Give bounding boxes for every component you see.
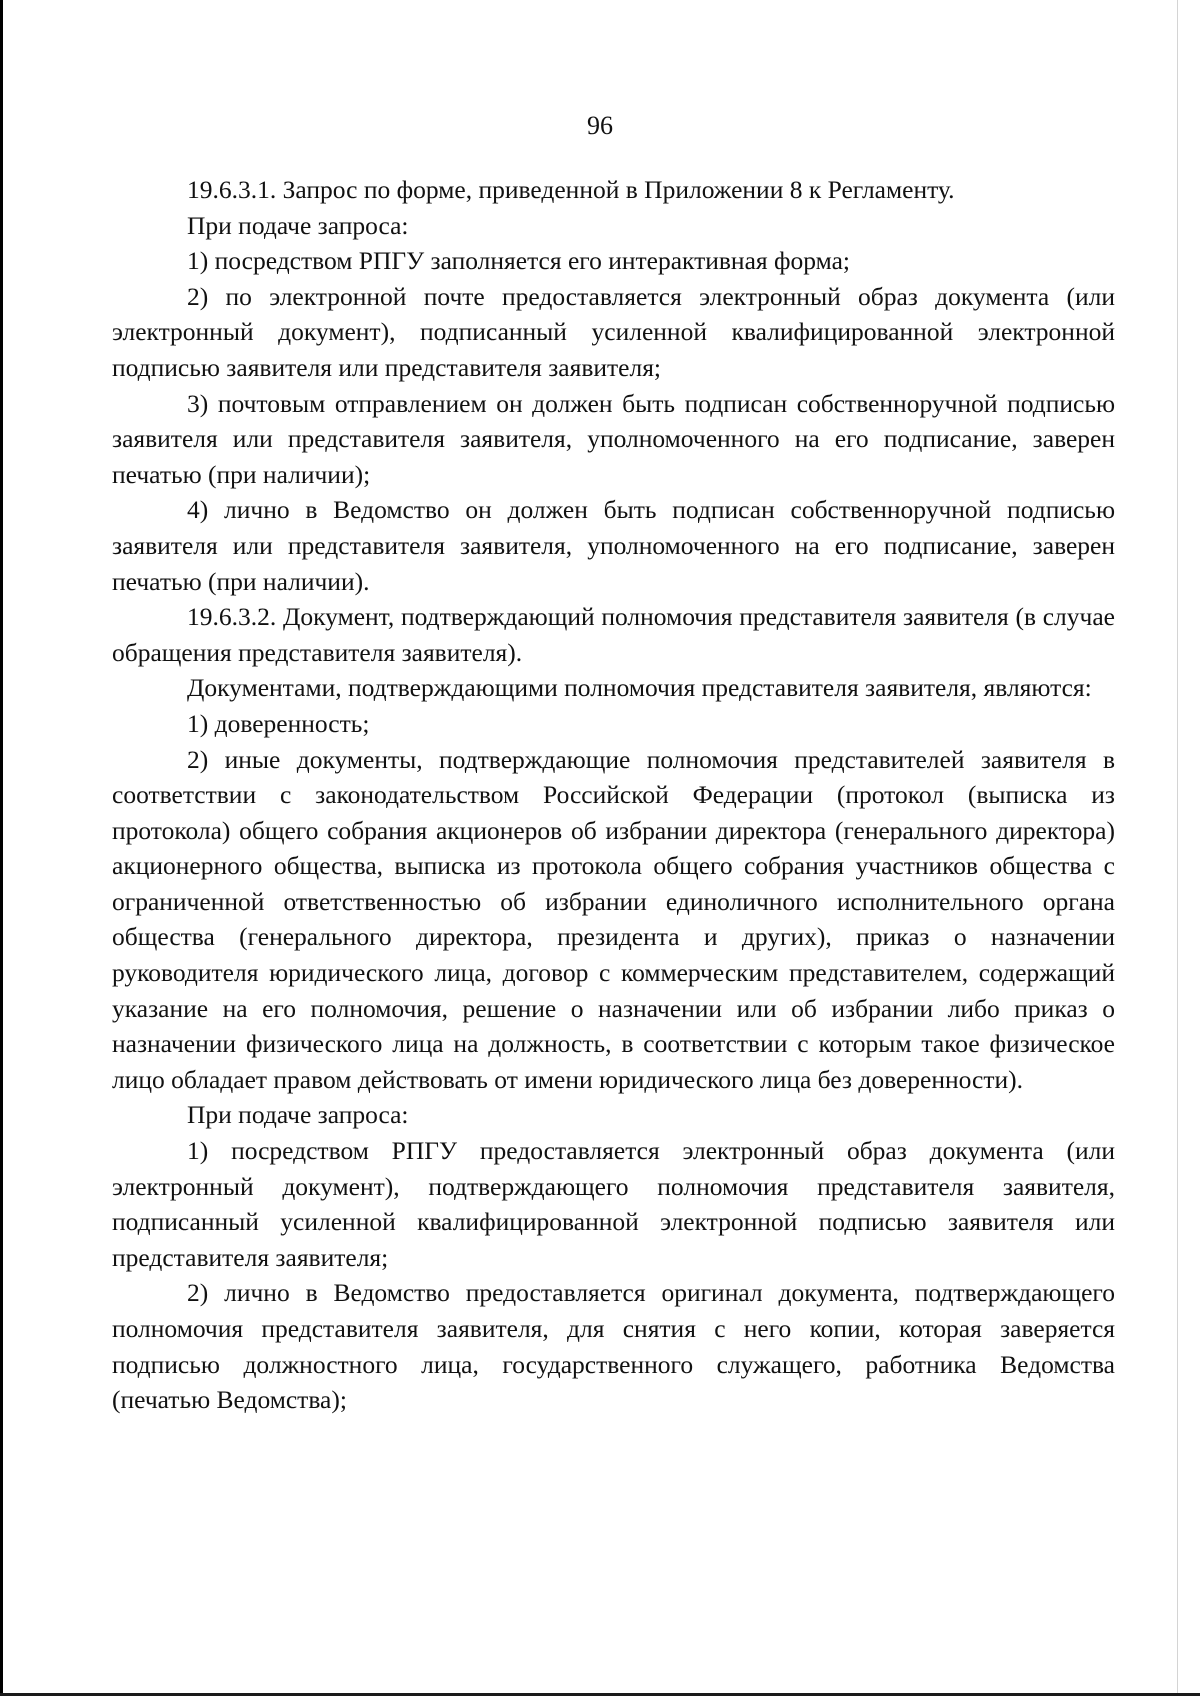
paragraph-authority-documents: Документами, подтверждающими полномочия представителя заявителя, являются: bbox=[187, 673, 1092, 703]
list-item-email: 2) по электронной почте предоставляется электронный образ документа (или электронный документ), подписанный усиленной квалифицированной электронной подписью заявителя или представителя заявителя; bbox=[112, 281, 1115, 382]
paragraph-submission-intro-2: При подаче запроса: bbox=[187, 1100, 409, 1130]
document-body bbox=[112, 172, 1115, 1418]
list-item-post: 3) почтовым отправлением он должен быть подписан собственноручной подписью заявителя или представителя заявителя, уполномоченного на его подписание, заверен печатью (при наличии); bbox=[112, 388, 1115, 489]
list-item-other-documents: 2) иные документы, подтверждающие полномочия представителей заявителя в соответствии с законодательством Российской Федерации (протокол (выписка из протокола) общего собрания акционеров об избрании директора (генерального директора) акционерного общества, выписка из протокола общего собрания участников общества с ограниченной ответственностью об избрании единоличного исполнительного органа общества (генерального директора, президента и других), приказ о назначении руководителя юридического лица, договор с коммерческим представителем, содержащий указание на его полномочия, решение о назначении или об избрании либо приказ о назначении физического лица на должность, в соответствии с которым такое физическое лицо обладает правом действовать от имени юридического лица без доверенности). bbox=[112, 744, 1115, 1094]
list-item-in-person: 4) лично в Ведомство он должен быть подписан собственноручной подписью заявителя или представителя заявителя, уполномоченного на его подписание, заверен печатью (при наличии). bbox=[112, 495, 1115, 596]
paragraph-19-6-3-1: 19.6.3.1. Запрос по форме, приведенной в Приложении 8 к Регламенту. bbox=[187, 175, 955, 204]
paragraph-submission-intro: При подаче запроса: bbox=[187, 210, 409, 240]
list-item-rpgu-2: 1) посредством РПГУ предоставляется электронный образ документа (или электронный документ), подтверждающего полномочия представителя заявителя, подписанный усиленной квалифицированной электронной подписью заявителя или представителя заявителя; bbox=[112, 1136, 1115, 1272]
page-number: 96 bbox=[587, 111, 613, 140]
list-item-in-person-2: 2) лично в Ведомство предоставляется оригинал документа, подтверждающего полномочия представителя заявителя, для снятия с него копии, которая заверяется подписью должностного лица, государственного служащего, работника Ведомства (печатью Ведомства); bbox=[112, 1278, 1115, 1415]
scan-left-edge bbox=[0, 0, 3, 1696]
scan-right-edge bbox=[1177, 0, 1178, 1696]
list-item-rpgu: 1) посредством РПГУ заполняется его интерактивная форма; bbox=[187, 246, 850, 276]
list-item-power-of-attorney: 1) доверенность; bbox=[187, 708, 370, 738]
paragraph-19-6-3-2: 19.6.3.2. Документ, подтверждающий полномочия представителя заявителя (в случае обращения представителя заявителя). bbox=[112, 602, 1115, 667]
